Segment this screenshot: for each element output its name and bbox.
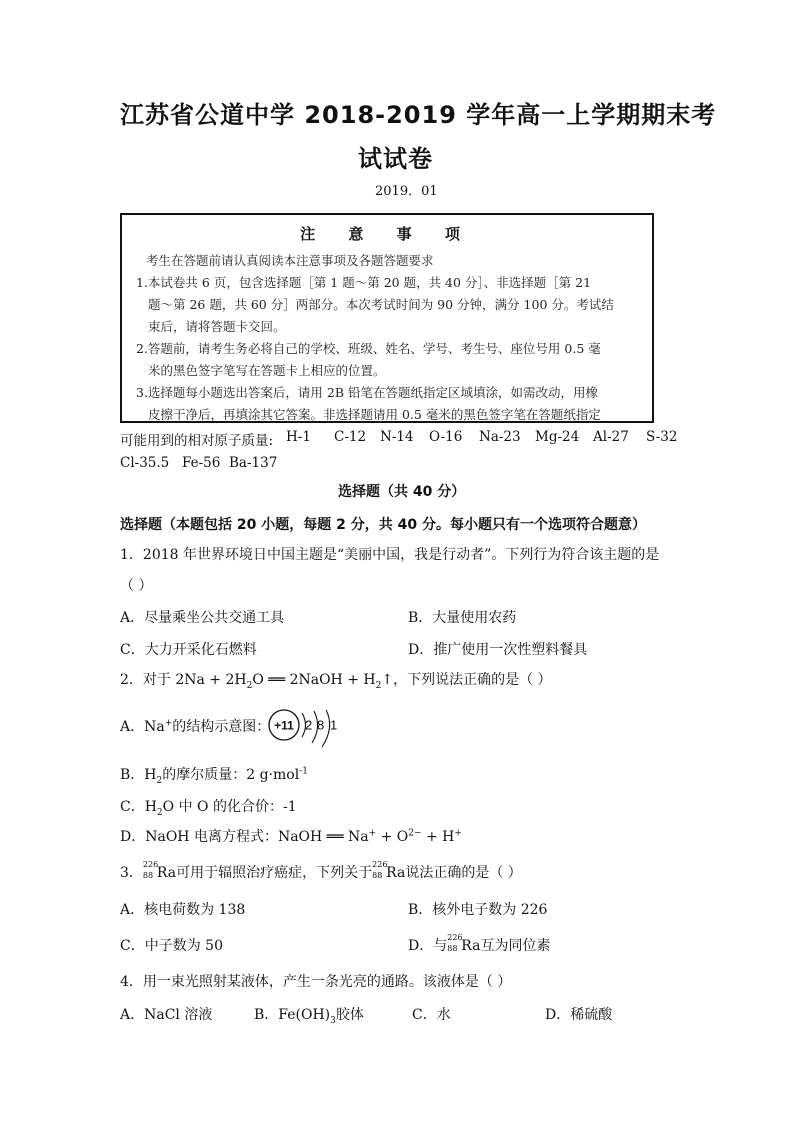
atomic-mass-row bbox=[120, 429, 273, 449]
q3-d-prefix: D．与 bbox=[408, 938, 448, 954]
atomic-mass-item: O-16 bbox=[429, 429, 463, 445]
nucleus-charge: +11 bbox=[274, 718, 294, 733]
q2-d-h: + H bbox=[421, 829, 455, 845]
q3-num: 3． bbox=[120, 865, 143, 881]
question-2-stem bbox=[120, 669, 552, 689]
q2-stem-prefix: 2．对于 2Na + 2H bbox=[120, 672, 247, 688]
atomic-number: 88 bbox=[447, 944, 458, 953]
question-1-stem: 1．2018 年世界环境日中国主题是“美丽中国，我是行动者”。下列行为符合该主题的是 bbox=[120, 547, 660, 563]
atomic-mass-item: Fe-56 bbox=[182, 455, 221, 471]
shell-count: 8 bbox=[317, 717, 325, 733]
q2-c-prefix: C．H bbox=[120, 799, 157, 815]
option-d bbox=[120, 826, 462, 846]
isotope-notation bbox=[372, 860, 388, 880]
notice-line: 束后，请将答题卡交回。 bbox=[148, 319, 286, 334]
q2-a-prefix: A．Na bbox=[120, 719, 165, 735]
page-title: 江苏省公道中学 2018-2019 学年高一上学期期末考 bbox=[120, 101, 717, 129]
q4-b-prefix: B．Fe(OH) bbox=[254, 1007, 331, 1023]
exam-date: 2019．01 bbox=[375, 184, 438, 199]
option-a bbox=[120, 716, 270, 736]
option-c: C．水 bbox=[412, 1007, 451, 1023]
option-a: A．NaCl 溶液 bbox=[120, 1007, 213, 1023]
isotope-notation bbox=[142, 860, 159, 880]
atom-structure-diagram bbox=[262, 705, 352, 751]
option-a: A．尽量乘坐公共交通工具 bbox=[120, 610, 285, 626]
atomic-number: 88 bbox=[372, 871, 383, 880]
q2-d-mid: + O bbox=[376, 829, 409, 845]
option-b bbox=[254, 1004, 364, 1024]
q3-stem-end: 说法正确的是（ ） bbox=[405, 865, 522, 881]
atomic-mass-item: S-32 bbox=[646, 429, 678, 445]
atomic-mass-label: 可能用到的相对原子质量: bbox=[120, 433, 274, 449]
option-d: D．推广使用一次性塑料餐具 bbox=[408, 642, 588, 658]
notice-intro: 考生在答题前请认真阅读本注意事项及各题答题要求 bbox=[146, 253, 434, 268]
q2-sub: 2 bbox=[156, 775, 163, 786]
notice-box bbox=[120, 213, 654, 423]
mass-number: 226 bbox=[142, 860, 159, 869]
option-c: C．中子数为 50 bbox=[120, 938, 223, 954]
atomic-mass-item: Ba-137 bbox=[229, 455, 278, 471]
atomic-mass-item: N-14 bbox=[380, 429, 414, 445]
q3-stem-mid: 可用于辐照治疗癌症，下列关于 bbox=[176, 865, 373, 881]
q2-d-sup: + bbox=[368, 828, 377, 839]
notice-line: 米的黑色签字笔写在答题卡上相应的位置。 bbox=[148, 363, 386, 378]
question-3-stem bbox=[120, 862, 522, 882]
atomic-number: 88 bbox=[142, 871, 154, 880]
atomic-mass-item: Cl-35.5 bbox=[120, 455, 170, 471]
option-a: A．核电荷数为 138 bbox=[120, 902, 246, 918]
atomic-mass-item: C-12 bbox=[334, 429, 367, 445]
option-d: D．稀硫酸 bbox=[545, 1007, 613, 1023]
option-b: B．核外电子数为 226 bbox=[408, 902, 548, 918]
q2-d-prefix: D．NaOH 电离方程式：NaOH ══ Na bbox=[120, 829, 369, 845]
q2-stem-end: ↑，下列说法正确的是（ ） bbox=[381, 672, 552, 688]
shell-count: 2 bbox=[305, 717, 313, 733]
q4-b-suffix: 胶体 bbox=[335, 1007, 364, 1023]
q2-d-sup: + bbox=[454, 828, 462, 839]
notice-line: 1.本试卷共 6 页，包含选择题［第 1 题～第 20 题，共 40 分］、非选择题［第 21 bbox=[136, 275, 592, 290]
shell-count: 1 bbox=[330, 717, 338, 733]
atomic-mass-item: H-1 bbox=[286, 429, 311, 445]
section-instruction: 选择题（本题包括 20 小题，每题 2 分，共 40 分。每小题只有一个选项符合题意） bbox=[120, 517, 646, 533]
page-title-line2: 试试卷 bbox=[358, 145, 433, 173]
q4-b-sub: 3 bbox=[330, 1015, 336, 1026]
q2-sub: 2 bbox=[375, 680, 382, 691]
element-symbol: Ra bbox=[461, 938, 481, 954]
question-1-blank: （ ） bbox=[120, 578, 153, 594]
notice-heading: 注 意 事 项 bbox=[300, 225, 474, 243]
notice-line: 题～第 26 题，共 60 分］两部分。本次考试时间为 90 分钟，满分 100 分。考试结 bbox=[148, 297, 614, 312]
option-d bbox=[408, 935, 550, 955]
q2-sub: 2 bbox=[156, 807, 163, 818]
q2-sub: 2 bbox=[246, 680, 253, 691]
notice-line: 皮擦干净后，再填涂其它答案。非选择题请用 0.5 毫米的黑色签字笔在答题纸指定 bbox=[148, 407, 601, 422]
element-symbol: Ra bbox=[386, 865, 406, 881]
mass-number: 226 bbox=[447, 933, 463, 942]
mass-number: 226 bbox=[372, 860, 388, 869]
option-b bbox=[120, 764, 308, 784]
q2-b-sup: -1 bbox=[299, 766, 308, 777]
option-c bbox=[120, 796, 297, 816]
q2-a-suffix: 的结构示意图： bbox=[172, 719, 271, 735]
q3-d-suffix: 互为同位素 bbox=[480, 938, 551, 954]
section-heading: 选择题（共 40 分） bbox=[338, 484, 466, 500]
q2-b-suffix: 的摩尔质量：2 g·mol bbox=[162, 767, 300, 783]
option-b: B．大量使用农药 bbox=[408, 610, 517, 626]
isotope-notation bbox=[447, 933, 463, 953]
q2-c-suffix: O 中 O 的化合价：-1 bbox=[162, 799, 297, 815]
atomic-mass-item: Al-27 bbox=[593, 429, 629, 445]
option-c: C．大力开采化石燃料 bbox=[120, 642, 257, 658]
q2-d-sup: 2− bbox=[408, 828, 422, 839]
element-symbol: Ra bbox=[156, 865, 177, 881]
q2-b-prefix: B．H bbox=[120, 767, 157, 783]
q2-a-sup: + bbox=[164, 718, 173, 729]
notice-line: 2.答题前，请考生务必将自己的学校、班级、姓名、学号、考生号、座位号用 0.5 毫 bbox=[136, 341, 601, 356]
atomic-mass-item: Mg-24 bbox=[535, 429, 580, 445]
question-4-stem: 4．用一束光照射某液体，产生一条光亮的通路。该液体是（ ） bbox=[120, 974, 512, 990]
q2-stem-mid: O ══ 2NaOH + H bbox=[252, 672, 376, 688]
notice-line: 3.选择题每小题选出答案后，请用 2B 铅笔在答题纸指定区域填涂，如需改动，用橡 bbox=[136, 385, 599, 400]
atomic-mass-item: Na-23 bbox=[479, 429, 521, 445]
